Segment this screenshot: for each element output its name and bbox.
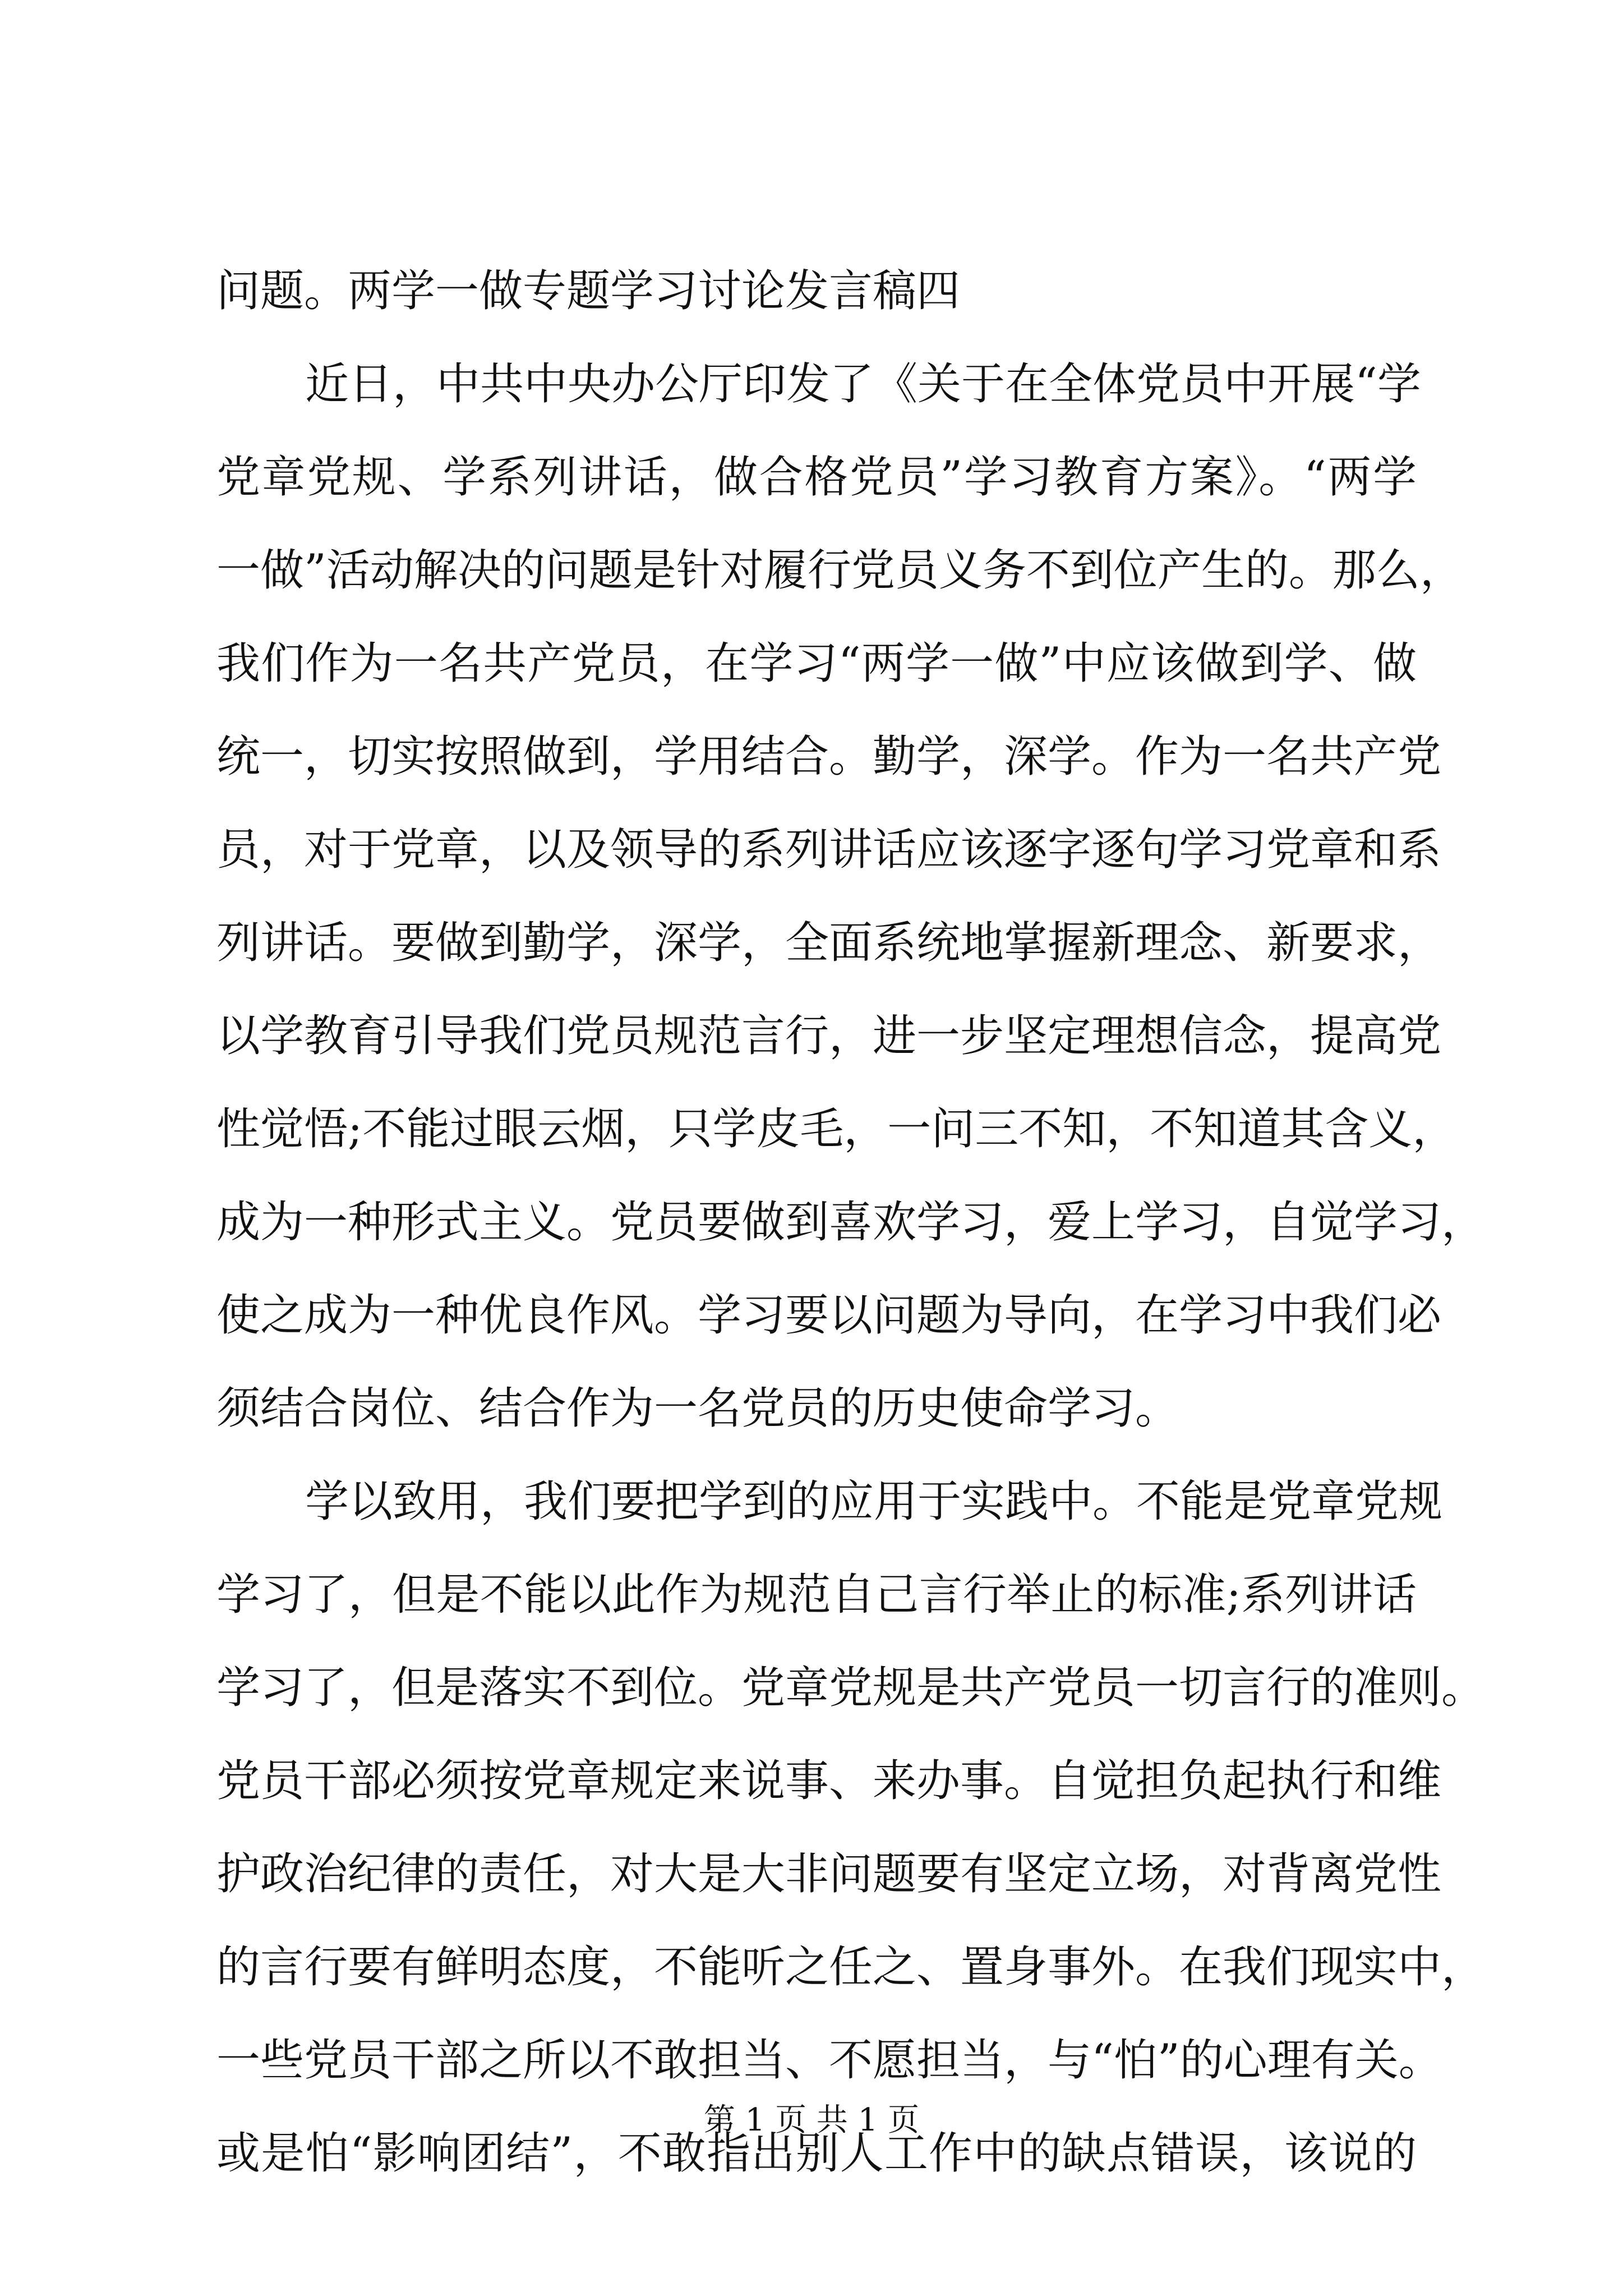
text-line: 我们作为一名共产党员，在学习“两学一做”中应该做到学、做: [216, 638, 1417, 689]
text-line: 学习了，但是不能以此作为规范自己言行举止的标准;系列讲话: [216, 1570, 1417, 1620]
text-line: 一做”活动解决的问题是针对履行党员义务不到位产生的。那么，: [216, 545, 1464, 596]
text-line: 学以致用，我们要把学到的应用于实践中。不能是党章党规: [305, 1476, 1443, 1527]
text-line: 以学教育引导我们党员规范言行，进一步坚定理想信念，提高党: [216, 1011, 1442, 1061]
page-footer: [0, 2098, 1623, 2143]
text-line: 员，对于党章，以及领导的系列讲话应该逐字逐句学习党章和系: [216, 825, 1442, 875]
text-line: 使之成为一种优良作风。学习要以问题为导向，在学习中我们必: [216, 1290, 1442, 1341]
text-line: 一些党员干部之所以不敢担当、不愿担当，与“怕”的心理有关。: [216, 2035, 1442, 2086]
text-line: 或是怕“影响团结”，不敢指出别人工作中的缺点错误，该说的: [216, 2128, 1417, 2179]
text-line: 统一，切实按照做到，学用结合。勤学，深学。作为一名共产党: [216, 731, 1442, 782]
text-line: 党章党规、学系列讲话，做合格党员”学习教育方案》。“两学: [216, 452, 1417, 503]
text-line: 学习了，但是落实不到位。党章党规是共产党员一切言行的准则。: [216, 1663, 1486, 1713]
text-line: 护政治纪律的责任，对大是大非问题要有坚定立场，对背离党性: [216, 1849, 1442, 1899]
text-line: 性觉悟;不能过眼云烟，只学皮毛，一问三不知，不知道其含义，: [216, 1104, 1456, 1154]
text-line: 须结合岗位、结合作为一名党员的历史使命学习。: [216, 1383, 1179, 1434]
page-number-label: 第 1 页 共 1 页: [703, 2102, 920, 2138]
text-line: 近日，中共中央办公厅印发了《关于在全体党员中开展“学: [305, 359, 1421, 409]
document-body: [216, 245, 1486, 2200]
text-line: 的言行要有鲜明态度，不能听之任之、置身事外。在我们现实中，: [216, 1942, 1486, 1993]
text-line: 党员干部必须按党章规定来说事、来办事。自觉担负起执行和维: [216, 1756, 1442, 1806]
text-line: 成为一种形式主义。党员要做到喜欢学习，爱上学习，自觉学习，: [216, 1197, 1486, 1248]
text-line: 列讲话。要做到勤学，深学，全面系统地掌握新理念、新要求，: [216, 918, 1442, 968]
text-line: 问题。两学一做专题学习讨论发言稿四: [216, 266, 961, 316]
